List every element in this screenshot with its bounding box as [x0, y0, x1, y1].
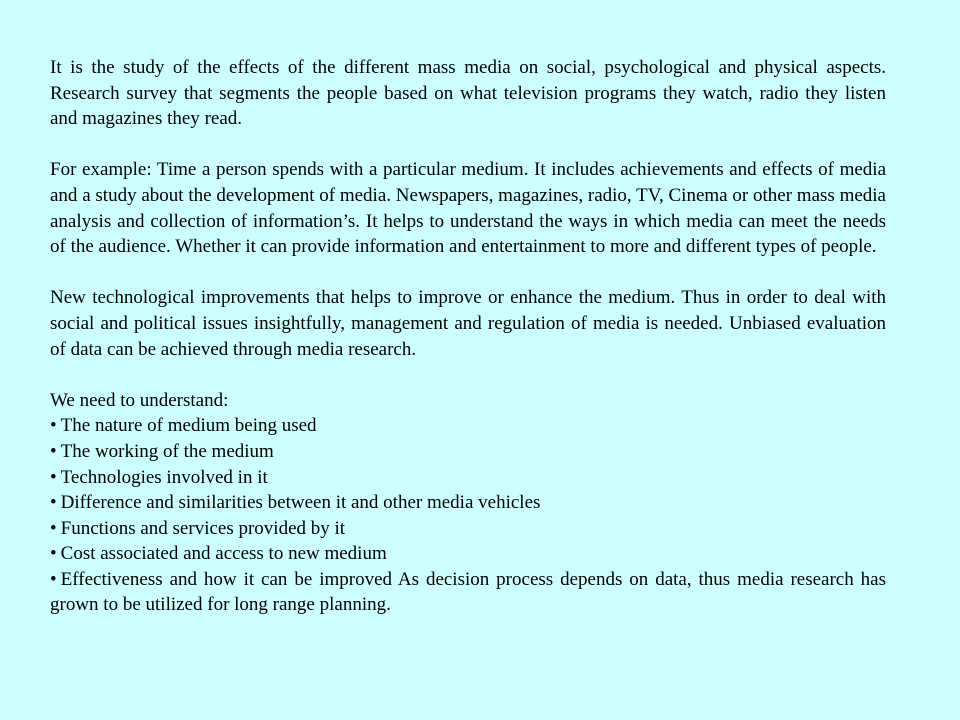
list-item: [50, 413, 886, 439]
list-item-text: Technologies involved in it: [60, 466, 268, 488]
bullet-icon: •: [50, 415, 57, 437]
list-intro: We need to understand:: [50, 389, 229, 411]
list-item-text: Functions and services provided by it: [60, 517, 346, 539]
bullet-icon: •: [50, 543, 57, 565]
paragraph-media-research-definition: It is the study of the effects of the different mass media on social, psychological and physical aspects. Research survey that segments the people based on what television programs they watch, radio they listen and magazines they read.: [50, 57, 886, 130]
list-item: [50, 490, 886, 516]
paragraph-technological-improvements: New technological improvements that helps to improve or enhance the medium. Thus in order to deal with social and political issues insightfully, management and regulation of media is needed. Unbiased evaluation of data can be achieved through media research.: [50, 287, 886, 360]
paragraph-example: For example: Time a person spends with a particular medium. It includes achievements and effects of media and a study about the development of media. Newspapers, magazines, radio, TV, Cinema or other mass media analysis and collection of information’s. It helps to understand the ways in which media can meet the needs of the audience. Whether it can provide information and entertainment to more and different types of people.: [50, 159, 886, 258]
bullet-icon: •: [50, 440, 57, 462]
list-item: [50, 465, 886, 491]
slide-body: [50, 55, 886, 618]
list-item: [50, 541, 886, 567]
bullet-icon: •: [50, 466, 57, 488]
list-item: [50, 567, 886, 618]
bullet-list: [50, 413, 886, 618]
list-item: [50, 439, 886, 465]
list-item-text: The working of the medium: [60, 440, 274, 462]
bullet-icon: •: [50, 568, 57, 590]
list-item-text: Effectiveness and how it can be improved As decision process depends on data, thus media research has grown to be utilized for long range planning.: [50, 568, 886, 616]
list-item-text: Difference and similarities between it and other media vehicles: [60, 492, 541, 514]
list-item-text: Cost associated and access to new medium: [60, 543, 387, 565]
list-item: [50, 516, 886, 542]
bullet-icon: •: [50, 492, 57, 514]
list-item-text: The nature of medium being used: [60, 415, 317, 437]
bullet-icon: •: [50, 517, 57, 539]
